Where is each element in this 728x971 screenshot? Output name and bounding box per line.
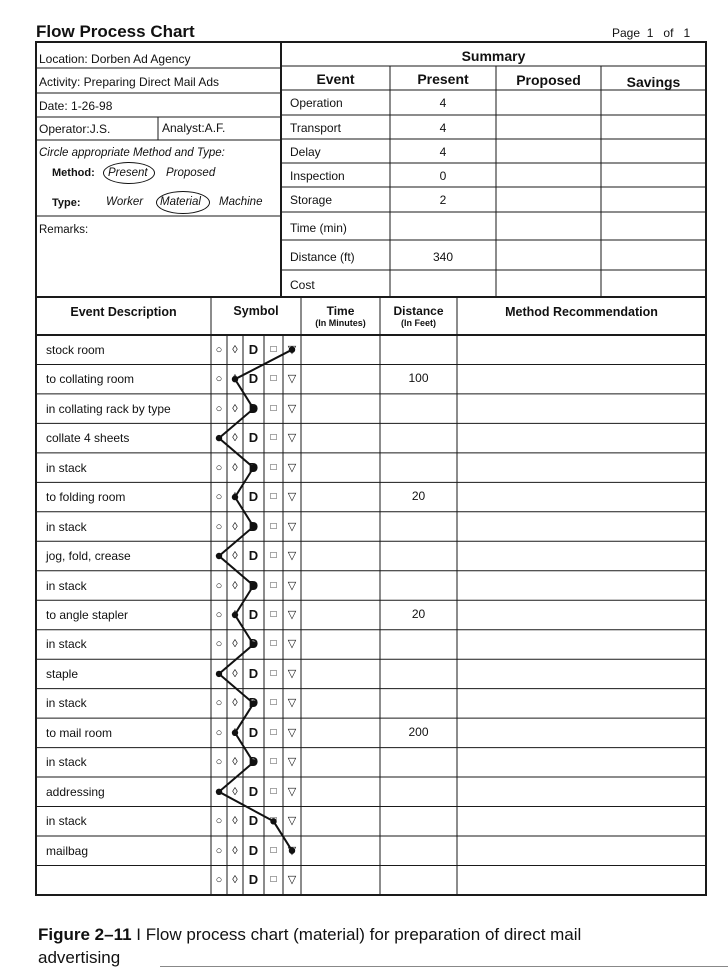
- delay-symbol-icon[interactable]: D: [248, 813, 259, 829]
- delay-symbol-icon[interactable]: D: [248, 842, 259, 858]
- col-distance-unit: (In Feet): [401, 318, 436, 328]
- inspection-symbol-icon[interactable]: □: [270, 491, 277, 503]
- event-description: addressing: [46, 784, 105, 799]
- event-description: in stack: [46, 637, 87, 652]
- operation-symbol-icon[interactable]: ○: [215, 697, 223, 710]
- summary-present-value: 340: [432, 250, 454, 264]
- inspection-symbol-icon[interactable]: □: [270, 343, 277, 355]
- delay-symbol-icon[interactable]: D: [248, 371, 259, 387]
- operation-symbol-icon[interactable]: ○: [215, 373, 223, 386]
- location-field: Location: Dorben Ad Agency: [39, 52, 191, 66]
- inspection-symbol-icon[interactable]: □: [270, 638, 277, 650]
- summary-present-value: 0: [439, 169, 447, 183]
- event-description: to folding room: [46, 490, 126, 505]
- page-of-label: of: [663, 26, 674, 40]
- storage-symbol-icon[interactable]: ▽: [287, 638, 297, 651]
- delay-symbol-icon[interactable]: D: [248, 754, 259, 770]
- transport-symbol-icon[interactable]: ◊: [232, 373, 238, 386]
- delay-symbol-icon[interactable]: D: [248, 577, 259, 593]
- summary-present-value: 4: [439, 96, 447, 110]
- summary-present-value: 2: [439, 193, 447, 207]
- event-description: in collating rack by type: [46, 401, 171, 416]
- type-option-machine[interactable]: Machine: [219, 196, 263, 208]
- storage-symbol-icon[interactable]: ▽: [287, 874, 297, 887]
- summary-col-savings: Savings: [626, 74, 681, 90]
- event-description: stock room: [46, 342, 105, 357]
- activity-field: Activity: Preparing Direct Mail Ads: [39, 75, 220, 89]
- storage-symbol-icon[interactable]: ▽: [287, 550, 297, 562]
- row-lines: [36, 365, 706, 866]
- transport-symbol-icon[interactable]: ◊: [232, 432, 238, 445]
- transport-symbol-icon[interactable]: ◊: [232, 844, 238, 857]
- operation-symbol-icon[interactable]: ○: [215, 402, 223, 415]
- inspection-symbol-icon[interactable]: □: [270, 373, 277, 385]
- inspection-symbol-icon[interactable]: □: [270, 432, 277, 444]
- operation-symbol-icon[interactable]: ○: [215, 844, 223, 857]
- delay-symbol-icon[interactable]: D: [248, 783, 259, 799]
- date-field: Date: 1-26-98: [39, 99, 113, 113]
- inspection-symbol-icon[interactable]: □: [270, 609, 277, 620]
- storage-symbol-icon[interactable]: ▽: [287, 726, 297, 739]
- storage-symbol-icon[interactable]: ▽: [287, 432, 297, 445]
- transport-symbol-icon[interactable]: ◊: [232, 579, 238, 592]
- transport-symbol-icon[interactable]: ◊: [232, 609, 238, 621]
- method-label: Method:: [52, 167, 95, 179]
- delay-symbol-icon[interactable]: D: [248, 341, 259, 357]
- inspection-symbol-icon[interactable]: □: [270, 667, 277, 679]
- operation-symbol-icon[interactable]: ○: [215, 609, 223, 621]
- event-description: in stack: [46, 519, 87, 534]
- col-event-description: Event Description: [70, 305, 177, 319]
- event-description: in stack: [46, 578, 87, 593]
- method-option-present[interactable]: Present: [108, 167, 148, 179]
- delay-symbol-icon[interactable]: D: [248, 518, 259, 534]
- delay-symbol-icon[interactable]: D: [248, 665, 259, 681]
- operation-symbol-icon[interactable]: ○: [215, 874, 223, 887]
- delay-symbol-icon[interactable]: D: [248, 607, 259, 622]
- inspection-symbol-icon[interactable]: □: [270, 726, 277, 738]
- inspection-symbol-icon[interactable]: □: [270, 461, 277, 473]
- caption-separator: I: [136, 925, 142, 944]
- event-description: mailbag: [46, 843, 89, 858]
- storage-symbol-icon[interactable]: ▽: [287, 373, 297, 386]
- chart-title: Flow Process Chart: [36, 22, 195, 41]
- storage-symbol-icon[interactable]: ▽: [287, 579, 297, 592]
- summary-event-label: Cost: [290, 278, 315, 292]
- operation-symbol-icon[interactable]: ○: [215, 491, 223, 504]
- delay-symbol-icon[interactable]: D: [248, 400, 259, 416]
- operation-symbol-icon[interactable]: ○: [215, 667, 223, 680]
- page-label: Page: [612, 26, 641, 40]
- circle-instruction: Circle appropriate Method and Type:: [39, 147, 225, 159]
- transport-symbol-icon[interactable]: ◊: [232, 461, 238, 474]
- summary-event-label: Inspection: [290, 169, 345, 183]
- transport-symbol-icon[interactable]: ◊: [232, 638, 238, 651]
- summary-col-proposed: Proposed: [516, 72, 581, 88]
- delay-symbol-icon[interactable]: D: [248, 636, 259, 652]
- storage-symbol-icon[interactable]: ▽: [287, 343, 297, 356]
- summary-event-label: Time (min): [290, 221, 347, 235]
- event-distance: 100: [408, 371, 429, 386]
- event-description: in stack: [46, 460, 87, 475]
- inspection-symbol-icon[interactable]: □: [270, 550, 277, 561]
- event-distance: 20: [411, 607, 426, 621]
- operation-symbol-icon[interactable]: ○: [215, 785, 223, 798]
- type-label: Type:: [52, 197, 81, 209]
- event-description: to angle stapler: [46, 608, 129, 622]
- inspection-symbol-icon[interactable]: □: [270, 402, 277, 414]
- col-symbol: Symbol: [233, 304, 279, 318]
- remarks-field: Remarks:: [39, 224, 89, 236]
- transport-symbol-icon[interactable]: ◊: [232, 785, 238, 798]
- type-option-worker[interactable]: Worker: [106, 196, 144, 208]
- operation-symbol-icon[interactable]: ○: [215, 815, 223, 828]
- page-number: 1: [646, 26, 654, 40]
- analyst-field: Analyst:A.F.: [162, 121, 226, 135]
- page-bottom-rule: [160, 966, 728, 967]
- operation-symbol-icon[interactable]: ○: [215, 579, 223, 592]
- event-distance: 200: [408, 724, 429, 739]
- event-description: in stack: [46, 696, 87, 711]
- operation-symbol-icon[interactable]: ○: [215, 638, 223, 651]
- operation-symbol-icon[interactable]: ○: [215, 343, 223, 356]
- col-distance: Distance: [393, 304, 444, 318]
- storage-symbol-icon[interactable]: ▽: [287, 697, 297, 710]
- delay-symbol-icon[interactable]: D: [248, 430, 259, 446]
- event-description: in stack: [46, 814, 87, 829]
- caption-text: Flow process chart (material) for preparation of direct mail: [145, 925, 582, 944]
- operation-symbol-icon[interactable]: ○: [215, 520, 223, 533]
- event-distance: 20: [411, 489, 426, 504]
- transport-symbol-icon[interactable]: ◊: [232, 402, 238, 415]
- storage-symbol-icon[interactable]: ▽: [287, 815, 297, 828]
- col-time-unit: (In Minutes): [315, 318, 366, 328]
- storage-symbol-icon[interactable]: ▽: [287, 609, 297, 621]
- operation-symbol-icon[interactable]: ○: [215, 726, 223, 739]
- delay-symbol-icon[interactable]: D: [248, 459, 259, 475]
- summary-event-label: Transport: [290, 121, 341, 135]
- delay-symbol-icon[interactable]: D: [248, 489, 259, 505]
- transport-symbol-icon[interactable]: ◊: [232, 491, 238, 504]
- summary-event-label: Distance (ft): [290, 250, 355, 264]
- delay-symbol-icon[interactable]: D: [248, 724, 259, 740]
- transport-symbol-icon[interactable]: ◊: [232, 874, 238, 887]
- summary-col-present: Present: [417, 71, 469, 87]
- inspection-symbol-icon[interactable]: □: [270, 785, 277, 797]
- operation-symbol-icon[interactable]: ○: [215, 550, 223, 562]
- event-description: collate 4 sheets: [46, 431, 130, 446]
- transport-symbol-icon[interactable]: ◊: [232, 667, 238, 680]
- inspection-symbol-icon[interactable]: □: [270, 579, 277, 591]
- inspection-symbol-icon[interactable]: □: [270, 697, 277, 709]
- summary-col-event: Event: [316, 71, 355, 87]
- transport-symbol-icon[interactable]: ◊: [232, 343, 238, 356]
- inspection-symbol-icon[interactable]: □: [270, 520, 277, 532]
- storage-symbol-icon[interactable]: ▽: [287, 491, 297, 504]
- operator-field: Operator:J.S.: [39, 122, 111, 136]
- storage-symbol-icon[interactable]: ▽: [287, 461, 297, 474]
- delay-symbol-icon[interactable]: D: [248, 695, 259, 711]
- inspection-symbol-icon[interactable]: □: [270, 844, 277, 856]
- event-description: jog, fold, crease: [46, 549, 131, 563]
- transport-symbol-icon[interactable]: ◊: [232, 520, 238, 533]
- summary-event-label: Delay: [290, 145, 321, 159]
- delay-symbol-icon[interactable]: D: [248, 872, 259, 888]
- inspection-symbol-icon[interactable]: □: [270, 874, 277, 886]
- summary-title: Summary: [461, 48, 526, 64]
- figure-number: Figure 2–11: [38, 925, 132, 944]
- col-time: Time: [326, 304, 355, 318]
- transport-symbol-icon[interactable]: ◊: [232, 756, 238, 769]
- storage-symbol-icon[interactable]: ▽: [287, 844, 297, 857]
- col-method-recommendation: Method Recommendation: [505, 305, 658, 319]
- operation-symbol-icon[interactable]: ○: [215, 756, 223, 769]
- summary-event-label: Storage: [290, 193, 333, 207]
- transport-symbol-icon[interactable]: ◊: [232, 697, 238, 710]
- transport-symbol-icon[interactable]: ◊: [232, 815, 238, 828]
- type-option-material[interactable]: Material: [160, 196, 201, 208]
- figure-caption: [38, 925, 581, 945]
- operation-symbol-icon[interactable]: ○: [215, 432, 223, 445]
- summary-present-value: 4: [439, 145, 447, 159]
- storage-symbol-icon[interactable]: ▽: [287, 756, 297, 769]
- storage-symbol-icon[interactable]: ▽: [287, 520, 297, 533]
- caption-text-continued: advertising: [38, 948, 121, 967]
- storage-symbol-icon[interactable]: ▽: [287, 402, 297, 415]
- inspection-symbol-icon[interactable]: □: [270, 815, 277, 827]
- inspection-symbol-icon[interactable]: □: [270, 756, 277, 768]
- summary-present-value: 4: [439, 121, 447, 135]
- event-description: staple: [46, 666, 79, 681]
- summary-event-label: Operation: [290, 96, 343, 110]
- operation-symbol-icon[interactable]: ○: [215, 461, 223, 474]
- transport-symbol-icon[interactable]: ◊: [232, 550, 238, 562]
- event-description: to collating room: [46, 372, 135, 387]
- transport-symbol-icon[interactable]: ◊: [232, 726, 238, 739]
- method-option-proposed[interactable]: Proposed: [166, 167, 216, 179]
- event-description: to mail room: [46, 725, 113, 740]
- event-description: in stack: [46, 755, 87, 770]
- storage-symbol-icon[interactable]: ▽: [287, 785, 297, 798]
- delay-symbol-icon[interactable]: D: [248, 548, 259, 563]
- storage-symbol-icon[interactable]: ▽: [287, 667, 297, 680]
- page-total: 1: [683, 26, 691, 40]
